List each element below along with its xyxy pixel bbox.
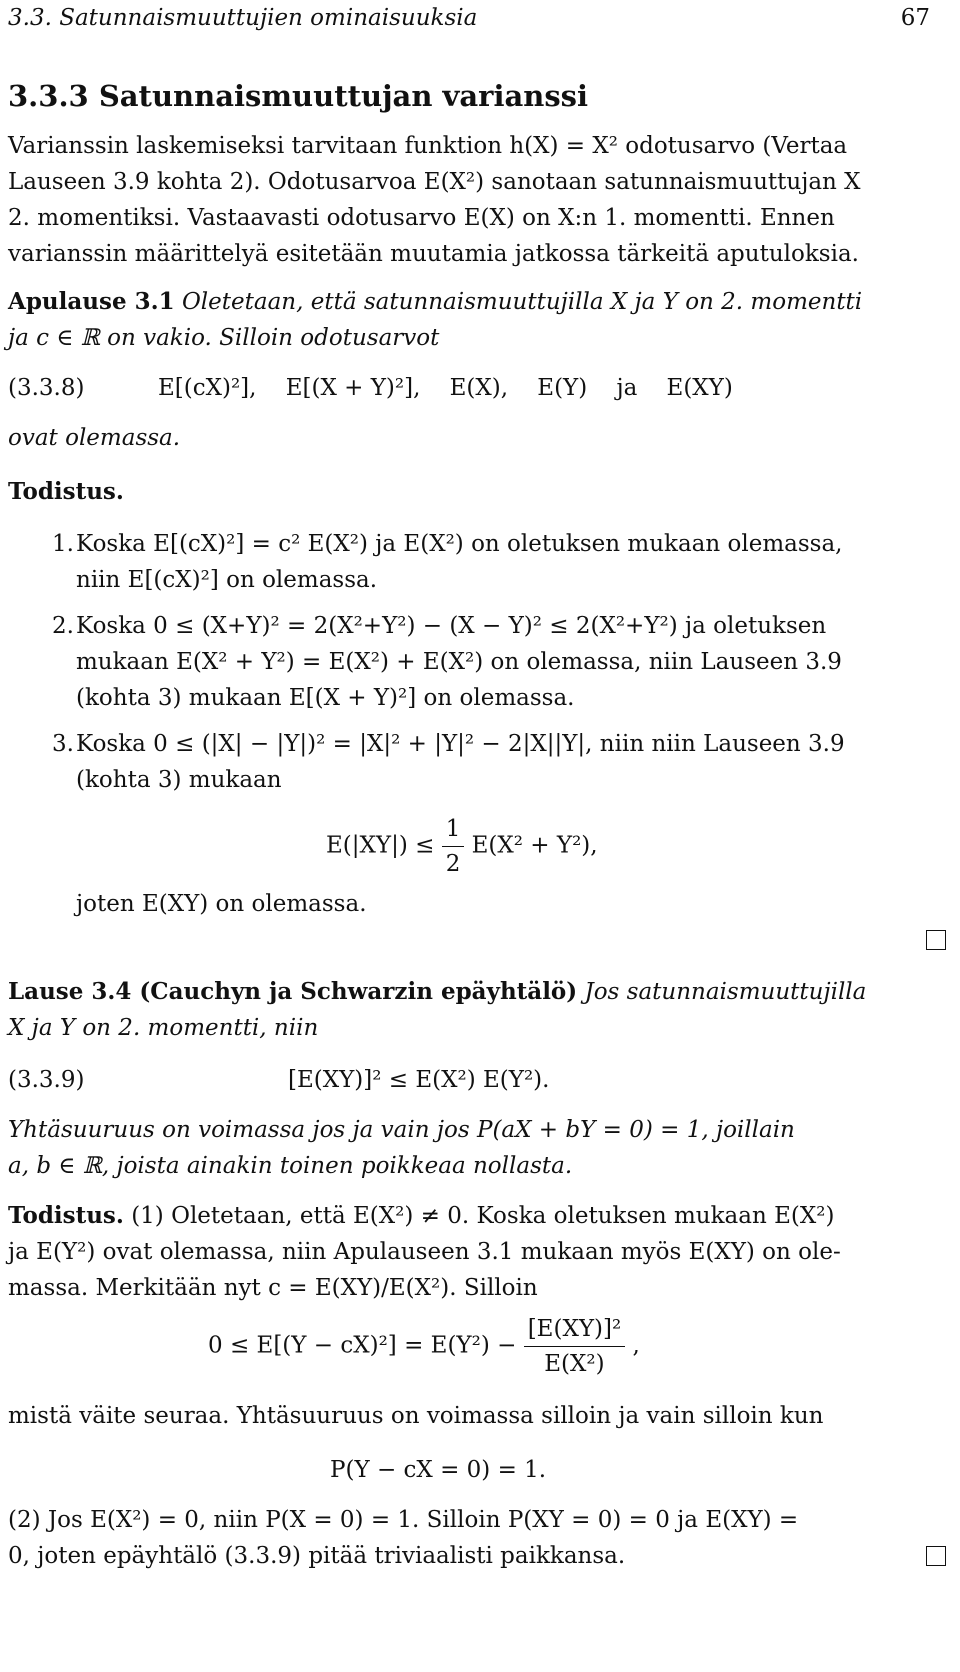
- qed-symbol: [926, 930, 946, 950]
- page-number: 67: [900, 5, 930, 31]
- lemma-statement-2: ja c ∈ ℝ on vakio. Silloin odotusarvot: [8, 325, 440, 351]
- intro-line-4: varianssin määrittelyä esitetään muutamia jatkossa tärkeitä aputuloksia.: [8, 241, 859, 267]
- fraction-denominator: E(X²): [544, 1351, 605, 1377]
- theorem-equation-row: [0, 1062, 960, 1098]
- item3-equation: [0, 812, 960, 884]
- theorem-equality-1: Yhtäsuuruus on voimassa jos ja vain jos P(aX + bY = 0) = 1, joillain: [8, 1117, 795, 1143]
- item-number: 2.: [52, 613, 74, 639]
- proof2-label: Todistus.: [8, 1202, 124, 1229]
- intro-line-1: Varianssin laskemiseksi tarvitaan funktion h(X) = X² odotusarvo (Vertaa: [8, 133, 848, 159]
- fraction-one-half: [442, 812, 465, 881]
- fraction-denominator: 2: [445, 851, 461, 877]
- item-line: (kohta 3) mukaan E[(X + Y)²] on olemassa.: [76, 685, 575, 711]
- proof-item-3: [0, 726, 960, 798]
- item-number: 3.: [52, 731, 74, 757]
- proof-label: Todistus.: [8, 478, 124, 505]
- proof2-equation-2: P(Y − cX = 0) = 1.: [330, 1457, 547, 1483]
- eq-left: 0 ≤ E[(Y − cX)²] = E(Y²) −: [208, 1332, 517, 1359]
- equation-number: (3.3.8): [8, 375, 85, 401]
- lemma-conclusion: ovat olemassa.: [8, 425, 181, 451]
- theorem-equality-2: a, b ∈ ℝ, joista ainakin toinen poikkeaa nollasta.: [8, 1153, 573, 1179]
- lemma-label: Apulause 3.1: [8, 288, 175, 315]
- item-number: 1.: [52, 531, 74, 557]
- qed-symbol: [926, 1546, 946, 1566]
- item3-tail: joten E(XY) on olemassa.: [76, 891, 367, 917]
- proof2-line-6: 0, joten epäyhtälö (3.3.9) pitää triviaalisti paikkansa.: [8, 1543, 626, 1569]
- proof-item-1: [0, 526, 960, 598]
- item-line: Koska 0 ≤ (|X| − |Y|)² = |X|² + |Y|² − 2|X||Y|, niin niin Lauseen 3.9: [76, 731, 845, 757]
- theorem-statement-2: X ja Y on 2. momentti, niin: [8, 1015, 319, 1041]
- eq-right: E(X² + Y²),: [471, 832, 598, 859]
- theorem-first-line: [8, 974, 953, 1010]
- proof2-text-1: (1) Oletetaan, että E(X²) ≠ 0. Koska oletuksen mukaan E(X²): [131, 1203, 835, 1229]
- intro-line-2: Lauseen 3.9 kohta 2). Odotusarvoa E(X²) sanotaan satunnaismuuttujan X: [8, 169, 861, 195]
- proof2-line-4: mistä väite seuraa. Yhtäsuuruus on voimassa silloin ja vain silloin kun: [8, 1403, 824, 1429]
- theorem-equation: [E(XY)]² ≤ E(X²) E(Y²).: [288, 1067, 550, 1093]
- fraction-numerator: [E(XY)]²: [524, 1312, 625, 1347]
- equation-number: (3.3.9): [8, 1067, 85, 1093]
- eq-left: E(|XY|) ≤: [326, 832, 435, 859]
- header-title: 3.3. Satunnaismuuttujien ominaisuuksia: [8, 5, 478, 31]
- lemma-statement-1: Oletetaan, että satunnaismuuttujilla X ja Y on 2. momentti: [181, 289, 863, 315]
- lemma-first-line: [8, 284, 953, 320]
- proof2-line-5: (2) Jos E(X²) = 0, niin P(X = 0) = 1. Silloin P(XY = 0) = 0 ja E(XY) =: [8, 1507, 799, 1533]
- item-line: mukaan E(X² + Y²) = E(X²) + E(X²) on olemassa, niin Lauseen 3.9: [76, 649, 842, 675]
- item-line: Koska E[(cX)²] = c² E(X²) ja E(X²) on oletuksen mukaan olemassa,: [76, 531, 843, 557]
- proof2-equation: [0, 1312, 960, 1384]
- section-title: 3.3.3 Satunnaismuuttujan varianssi: [8, 79, 589, 113]
- item-line: Koska 0 ≤ (X+Y)² = 2(X²+Y²) − (X − Y)² ≤ 2(X²+Y²) ja oletuksen: [76, 613, 827, 639]
- lemma-equation-row: [0, 370, 960, 406]
- proof2-line-2: ja E(Y²) ovat olemassa, niin Apulauseen 3.1 mukaan myös E(XY) on ole-: [8, 1239, 841, 1265]
- item-body: [76, 526, 956, 598]
- lemma-equation: E[(cX)²], E[(X + Y)²], E(X), E(Y) ja E(XY): [158, 375, 733, 401]
- item-line: (kohta 3) mukaan: [76, 767, 282, 793]
- theorem-label: Lause 3.4 (Cauchyn ja Schwarzin epäyhtälö): [8, 978, 578, 1005]
- fraction: [524, 1312, 625, 1381]
- item-body: [76, 608, 956, 716]
- item-body: [76, 726, 956, 798]
- eq-right: ,: [632, 1332, 640, 1359]
- theorem-statement-1: Jos satunnaismuuttujilla: [584, 979, 867, 1005]
- running-head: [8, 0, 930, 36]
- item-line: niin E[(cX)²] on olemassa.: [76, 567, 378, 593]
- proof-item-2: [0, 608, 960, 716]
- fraction-numerator: 1: [442, 812, 465, 847]
- intro-line-3: 2. momentiksi. Vastaavasti odotusarvo E(X) on X:n 1. momentti. Ennen: [8, 205, 835, 231]
- proof2-line-1: [8, 1198, 953, 1234]
- proof2-line-3: massa. Merkitään nyt c = E(XY)/E(X²). Silloin: [8, 1275, 538, 1301]
